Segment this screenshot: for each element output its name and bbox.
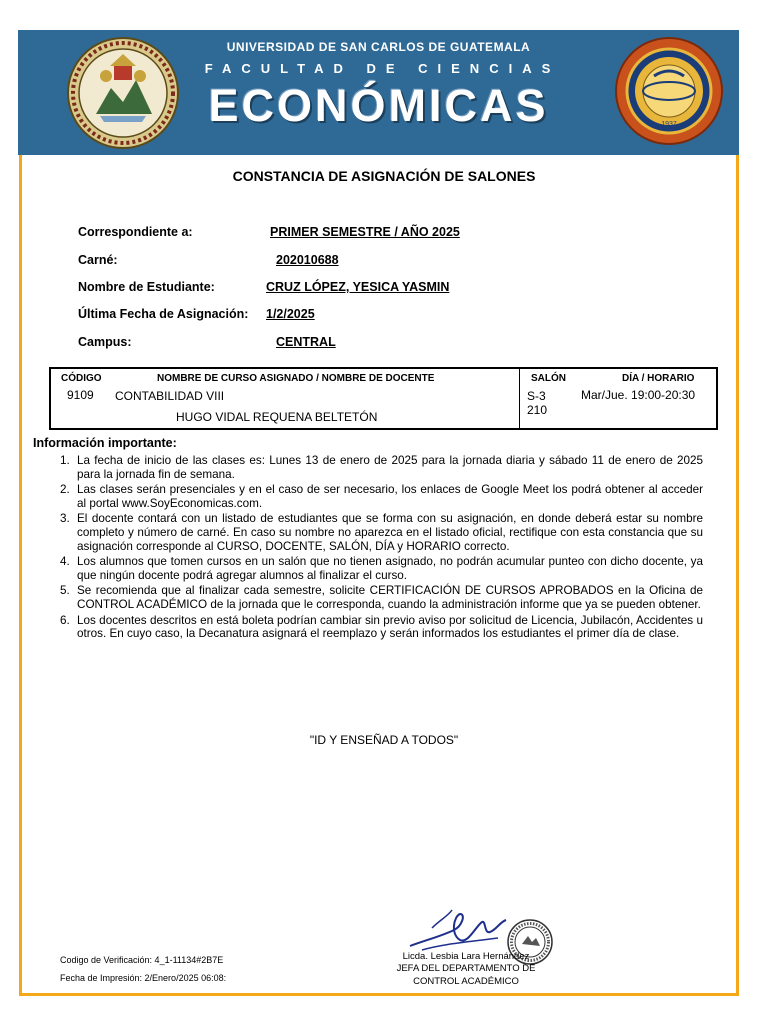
list-item-text: La fecha de inicio de las clases es: Lunes 13 de enero de 2025 para la jornada diaria y sábado 11 de enero de 2025 para la jornada fin de semana. — [77, 454, 703, 481]
faculty-header-banner — [18, 30, 739, 155]
list-item — [50, 454, 703, 481]
list-item-number: 6. — [60, 613, 70, 627]
list-item-number: 1. — [60, 454, 70, 467]
important-info-list — [50, 454, 703, 643]
list-item-text: Los docentes descritos en está boleta podrían cambiar sin previo aviso por solicitud de Licencia, Jubilacón, Accidentes u otros. En cuyo caso, la Decanatura asignará el reemplazo y serán informados los estudiantes el primer día de clase. — [77, 613, 703, 641]
course-name: CONTABILIDAD VIII — [115, 389, 225, 403]
header-course-name: NOMBRE DE CURSO ASIGNADO / NOMBRE DE DOCENTE — [157, 373, 435, 384]
campus-value: CENTRAL — [276, 335, 336, 349]
course-table — [49, 367, 718, 430]
last-assignment-date-value: 1/2/2025 — [266, 307, 315, 321]
header-code: CÓDIGO — [61, 373, 102, 384]
list-item — [50, 584, 703, 611]
list-item-number: 5. — [60, 584, 70, 598]
handwritten-signature-icon — [402, 900, 512, 958]
seal-year: 1937 — [661, 121, 677, 128]
important-info-title: Información importante: — [33, 436, 177, 450]
schedule-value: Mar/Jue. 19:00-20:30 — [581, 388, 696, 402]
document-title: CONSTANCIA DE ASIGNACIÓN DE SALONES — [232, 168, 536, 184]
list-item-text: Las clases serán presenciales y en el caso de ser necesario, los enlaces de Google Meet los podrá obtener al acceder al portal www.SoyEconomicas.com. — [77, 483, 703, 510]
last-assignment-date-label: Última Fecha de Asignación: — [78, 307, 249, 321]
student-name-label: Nombre de Estudiante: — [78, 280, 215, 294]
carne-value: 202010688 — [276, 253, 339, 267]
list-item — [50, 512, 703, 553]
verification-code: Codigo de Verificación: 4_1-11134#2B7E — [60, 955, 224, 965]
university-motto: "ID Y ENSEÑAD A TODOS" — [309, 733, 459, 747]
campus-label: Campus: — [78, 335, 132, 349]
teacher-name: HUGO VIDAL REQUENA BELTETÓN — [176, 410, 378, 424]
period-value: PRIMER SEMESTRE / AÑO 2025 — [270, 225, 460, 239]
table-divider — [519, 369, 520, 428]
signer-name: Licda. Lesbia Lara Hernández — [402, 951, 530, 962]
list-item-number: 3. — [60, 512, 70, 526]
signer-title-line1: JEFA DEL DEPARTAMENTO DE — [396, 963, 536, 974]
header-room: SALÓN — [531, 373, 566, 384]
list-item-number: 2. — [60, 483, 70, 497]
list-item-number: 4. — [60, 555, 70, 569]
list-item-text: El docente contará con un listado de estudiantes que se forma con su asignación, en donde deberá estar su nombre completo y número de carné. En caso su nombre no aparezca en el listado oficial, rectifique con esta constancia que su asignación corresponde al CURSO, DOCENTE, SALÓN, DÍA y HORARIO correcto. — [77, 512, 703, 553]
header-schedule: DÍA / HORARIO — [622, 373, 695, 384]
list-item — [50, 614, 703, 641]
print-date: Fecha de Impresión: 2/Enero/2025 06:08: — [60, 973, 227, 983]
faculty-name: FACULTAD DE CIENCIAS — [204, 61, 561, 76]
period-label: Correspondiente a: — [78, 225, 193, 239]
course-code: 9109 — [67, 388, 94, 402]
list-item — [50, 555, 703, 582]
list-item — [50, 483, 703, 510]
carne-label: Carné: — [78, 253, 118, 267]
economics-faculty-seal-icon — [614, 36, 724, 146]
list-item-text: Los alumnos que tomen cursos en un salón que no tienen asignado, no podrán acumular punteo con dicho docente, ya que ningún docente podrá agregar alumnos al finalizar el curso. — [77, 555, 703, 582]
room-number: 210 — [527, 403, 548, 417]
university-name: UNIVERSIDAD DE SAN CARLOS DE GUATEMALA — [226, 40, 531, 54]
faculty-name-large: ECONÓMICAS — [208, 80, 549, 131]
student-name-value: CRUZ LÓPEZ, YESICA YASMIN — [266, 280, 450, 294]
signer-title-line2: CONTROL ACADÉMICO — [413, 976, 519, 987]
room-building: S-3 — [527, 389, 546, 403]
list-item-text: Se recomienda que al finalizar cada semestre, solicite CERTIFICACIÓN DE CURSOS APROBADOS en la Oficina de CONTROL ACADÉMICO de la jornada que le corresponda, cuando la administración informe que ya se pueden obtener. — [77, 584, 703, 611]
